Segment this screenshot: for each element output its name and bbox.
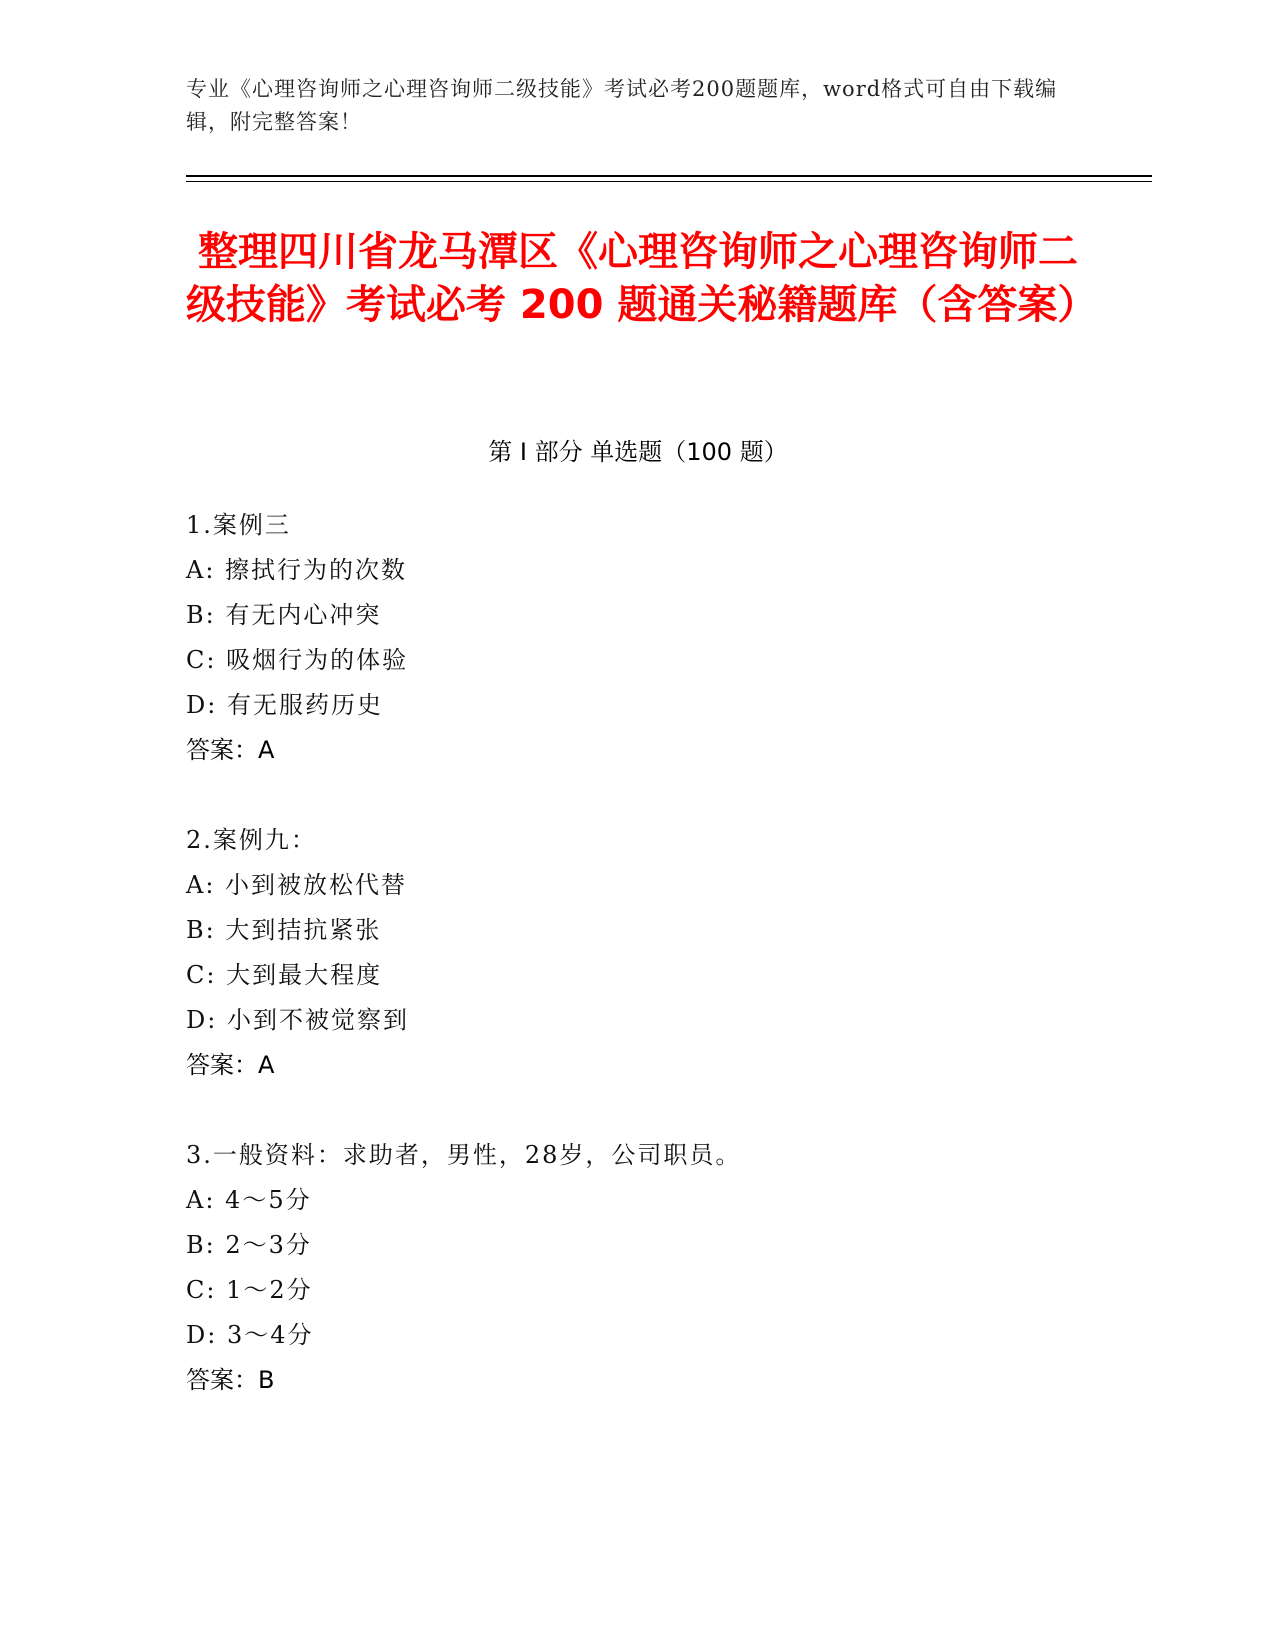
question-stem: 3.一般资料：求助者，男性，28岁，公司职员。 bbox=[186, 1141, 742, 1169]
header-rule-thin bbox=[186, 181, 1152, 182]
answer-line: 答案：A bbox=[186, 736, 275, 764]
answer-line: 答案：A bbox=[186, 1051, 275, 1079]
question-2 bbox=[186, 818, 1066, 1088]
question-stem: 2.案例九： bbox=[186, 826, 317, 854]
option-a: A: 擦拭行为的次数 bbox=[186, 556, 408, 584]
option-b: B: 大到拮抗紧张 bbox=[186, 916, 382, 944]
option-c: C: 1～2分 bbox=[186, 1276, 313, 1304]
document-title: 整理四川省龙马潭区《心理咨询师之心理咨询师二级技能》考试必考 200 题通关秘籍题库（含答案） bbox=[186, 229, 1098, 328]
option-d: D: 有无服药历史 bbox=[186, 691, 383, 719]
answer-line: 答案：B bbox=[186, 1366, 275, 1394]
section-title: 第 I 部分 单选题（100 题） bbox=[488, 438, 788, 466]
option-a: A: 4～5分 bbox=[186, 1186, 312, 1214]
option-a: A: 小到被放松代替 bbox=[186, 871, 408, 899]
header-note: 专业《心理咨询师之心理咨询师二级技能》考试必考200题题库，word格式可自由下载编辑，附完整答案！ bbox=[186, 77, 1058, 134]
option-d: D: 3～4分 bbox=[186, 1321, 314, 1349]
question-1 bbox=[186, 503, 1066, 773]
option-b: B: 2～3分 bbox=[186, 1231, 312, 1259]
question-3 bbox=[186, 1133, 1066, 1403]
header-rule-thick bbox=[186, 175, 1152, 177]
question-stem: 1.案例三 bbox=[186, 511, 291, 539]
option-b: B: 有无内心冲突 bbox=[186, 601, 382, 629]
option-c: C: 大到最大程度 bbox=[186, 961, 383, 989]
option-d: D: 小到不被觉察到 bbox=[186, 1006, 409, 1034]
option-c: C: 吸烟行为的体验 bbox=[186, 646, 409, 674]
